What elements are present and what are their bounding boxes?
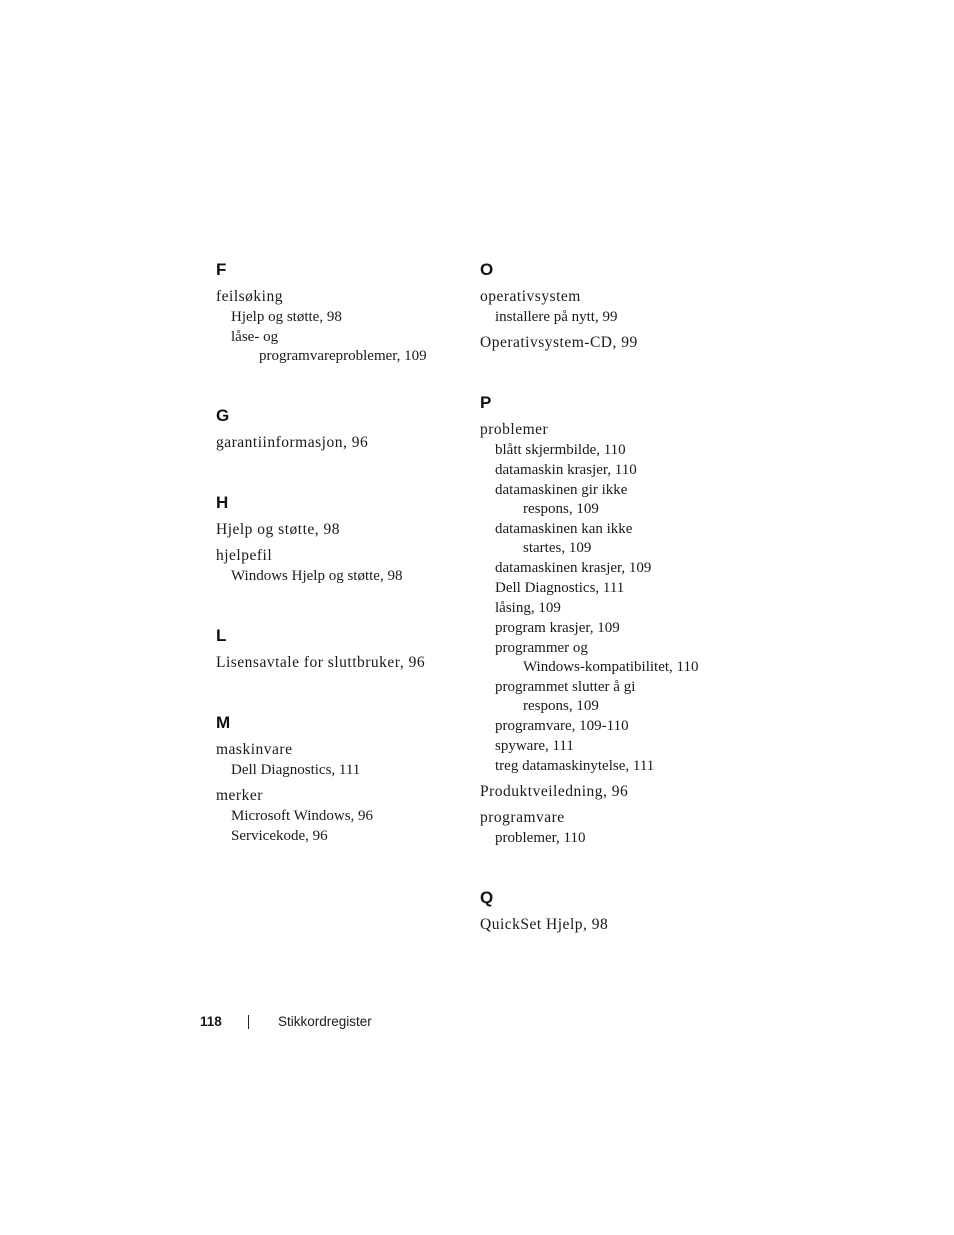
index-subentry <box>480 618 730 638</box>
index-entry <box>216 433 466 453</box>
section-letter: G <box>216 406 230 425</box>
entry-continuation: respons, 109 <box>523 698 599 714</box>
index-entry <box>216 786 466 806</box>
index-column-right <box>480 258 730 973</box>
section-letter: H <box>216 493 229 512</box>
index-section-o <box>480 258 730 353</box>
index-subentry <box>480 558 730 578</box>
entry-text: spyware, 111 <box>495 738 574 754</box>
index-entry <box>480 333 730 353</box>
index-subentry <box>216 806 466 826</box>
section-letter: F <box>216 260 227 279</box>
entry-text: Dell Diagnostics, 111 <box>495 580 625 596</box>
page-number: 118 <box>200 1014 222 1029</box>
entry-text: datamaskin krasjer, 110 <box>495 462 637 478</box>
index-entry <box>480 287 730 307</box>
entry-continuation: programvareproblemer, 109 <box>259 348 427 364</box>
section-letter: M <box>216 713 231 732</box>
index-subentry <box>480 828 730 848</box>
section-letter: L <box>216 626 227 645</box>
entry-text: Operativsystem-CD, 99 <box>480 334 638 351</box>
index-subentry <box>480 736 730 756</box>
entry-text: feilsøking <box>216 288 283 305</box>
index-entry <box>216 287 466 307</box>
footer-separator <box>248 1015 249 1029</box>
entry-continuation: respons, 109 <box>523 501 599 517</box>
index-entry <box>480 782 730 802</box>
entry-text: maskinvare <box>216 741 293 758</box>
entry-text: hjelpefil <box>216 547 273 564</box>
entry-text: Hjelp og støtte, 98 <box>216 521 341 538</box>
index-subentry <box>480 460 730 480</box>
index-subentry <box>216 327 466 366</box>
entry-text: installere på nytt, 99 <box>495 309 618 325</box>
index-subentry <box>480 480 730 519</box>
index-subentry <box>216 566 466 586</box>
entry-text: Dell Diagnostics, 111 <box>231 762 361 778</box>
section-letter: P <box>480 393 492 412</box>
footer-title: Stikkordregister <box>278 1014 372 1029</box>
entry-continuation: Windows-kompatibilitet, 110 <box>523 659 699 675</box>
entry-text: programvare, 109-110 <box>495 718 629 734</box>
index-entry <box>480 420 730 440</box>
entry-text: Windows Hjelp og støtte, 98 <box>231 568 403 584</box>
index-subentry <box>216 826 466 846</box>
entry-text: Hjelp og støtte, 98 <box>231 309 342 325</box>
entry-text: programmet slutter å gi <box>495 679 636 695</box>
index-section-f <box>216 258 466 366</box>
index-entry <box>216 546 466 566</box>
index-subentry <box>216 760 466 780</box>
entry-text: blått skjermbilde, 110 <box>495 442 626 458</box>
entry-text: problemer <box>480 421 549 438</box>
index-section-q <box>480 886 730 935</box>
index-entry <box>480 808 730 828</box>
entry-text: programvare <box>480 809 565 826</box>
section-letter: Q <box>480 888 494 907</box>
entry-text: Lisensavtale for sluttbruker, 96 <box>216 654 426 671</box>
entry-text: låsing, 109 <box>495 600 561 616</box>
entry-text: operativsystem <box>480 288 581 305</box>
entry-text: datamaskinen gir ikke <box>495 482 628 498</box>
index-section-g <box>216 404 466 453</box>
entry-text: garantiinformasjon, 96 <box>216 434 369 451</box>
entry-text: program krasjer, 109 <box>495 620 620 636</box>
entry-text: programmer og <box>495 640 588 656</box>
section-letter: O <box>480 260 494 279</box>
index-subentry <box>216 307 466 327</box>
index-entry <box>216 520 466 540</box>
index-subentry <box>480 307 730 327</box>
entry-text: Microsoft Windows, 96 <box>231 808 374 824</box>
index-section-h <box>216 491 466 586</box>
index-section-l <box>216 624 466 673</box>
index-subentry <box>480 638 730 677</box>
entry-text: datamaskinen krasjer, 109 <box>495 560 652 576</box>
entry-text: problemer, 110 <box>495 830 586 846</box>
index-entry <box>216 653 466 673</box>
index-subentry <box>480 440 730 460</box>
index-subentry <box>480 598 730 618</box>
index-section-p <box>480 391 730 848</box>
index-subentry <box>480 677 730 716</box>
entry-continuation: startes, 109 <box>523 540 592 556</box>
entry-text: merker <box>216 787 263 804</box>
index-subentry <box>480 716 730 736</box>
index-subentry <box>480 756 730 776</box>
entry-text: treg datamaskinytelse, 111 <box>495 758 655 774</box>
entry-text: låse- og <box>231 329 279 345</box>
index-column-left <box>216 258 466 884</box>
index-entry <box>216 740 466 760</box>
index-subentry <box>480 519 730 558</box>
entry-text: datamaskinen kan ikke <box>495 521 633 537</box>
entry-text: Produktveiledning, 96 <box>480 783 629 800</box>
index-entry <box>480 915 730 935</box>
index-subentry <box>480 578 730 598</box>
entry-text: QuickSet Hjelp, 98 <box>480 916 609 933</box>
index-section-m <box>216 711 466 846</box>
entry-text: Servicekode, 96 <box>231 828 328 844</box>
